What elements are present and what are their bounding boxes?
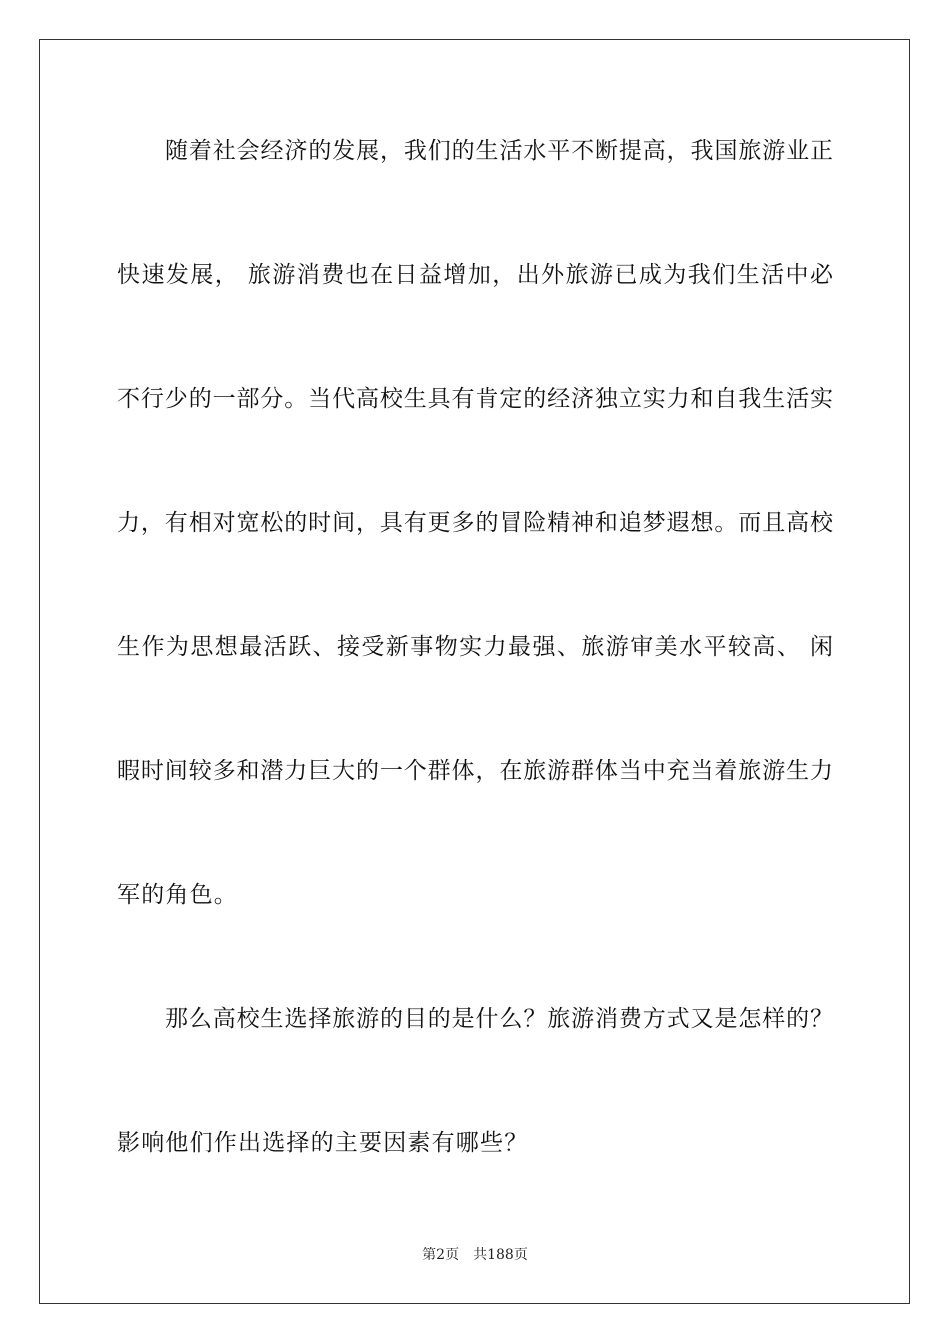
paragraph-1-line-1: 随着社会经济的发展，我们的生活水平不断提高，我国旅游业正 (165, 138, 833, 164)
page-number: 第2页 (422, 1247, 460, 1263)
paragraph-1-line-2: 快速发展， 旅游消费也在日益增加，出外旅游已成为我们生活中必 (117, 262, 833, 288)
paragraph-1-line-4: 力，有相对宽松的时间，具有更多的冒险精神和追梦遐想。而且高校 (117, 510, 833, 536)
paragraph-1-line-5: 生作为思想最活跃、接受新事物实力最强、旅游审美水平较高、 闲 (117, 634, 833, 660)
page-border (39, 39, 910, 1304)
total-pages: 共188页 (473, 1247, 528, 1263)
paragraph-1-line-7: 军的角色。 (117, 882, 238, 908)
paragraph-2-line-2: 影响他们作出选择的主要因素有哪些？ (117, 1130, 529, 1156)
paragraph-2-line-1: 那么高校生选择旅游的目的是什么？旅游消费方式又是怎样的？ (165, 1006, 833, 1032)
paragraph-1-line-6: 暇时间较多和潜力巨大的一个群体，在旅游群体当中充当着旅游生力 (117, 758, 833, 784)
paragraph-1-line-3: 不行少的一部分。当代高校生具有肯定的经济独立实力和自我生活实 (117, 386, 833, 412)
page-footer (0, 1245, 950, 1265)
